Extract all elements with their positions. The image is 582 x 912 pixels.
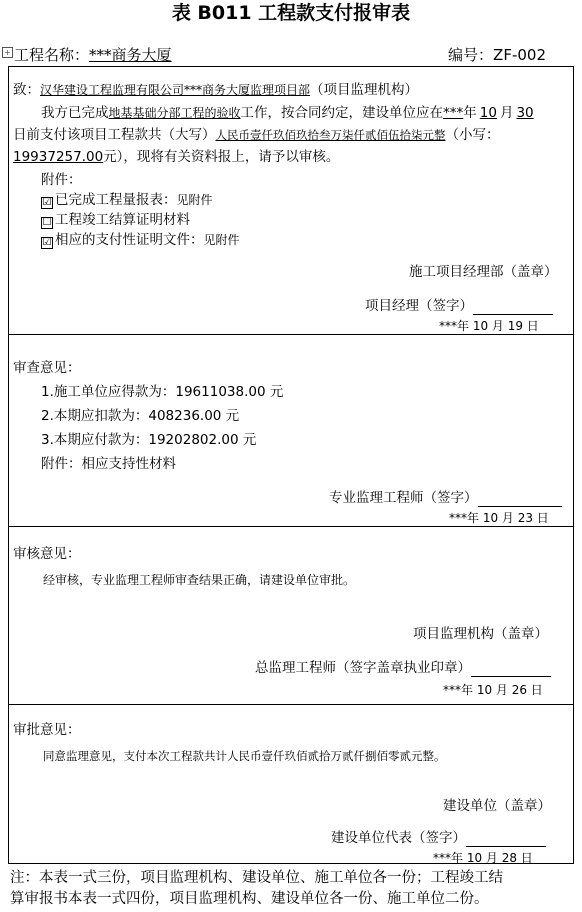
supervision-org-seal-label: 项目监理机构（盖章） <box>413 626 548 642</box>
review-date: ***年 10 月 23 日 <box>449 511 549 525</box>
approval-opinion: 同意监理意见，支付本次工程款共计人民币壹仟玖佰贰拾万贰仟捌佰零贰元整。 <box>43 749 446 763</box>
attachment-item <box>41 191 213 209</box>
work-item: 地基基础分部工程的验收 <box>108 106 241 120</box>
pay-day: 30 <box>516 105 534 121</box>
table-move-handle-icon[interactable]: + <box>2 47 13 58</box>
para-text: （小写： <box>445 127 500 143</box>
para-text: 工作，按合同约定，建设单位应在 <box>240 105 444 121</box>
attachment-item <box>41 231 240 249</box>
attachment-label: 工程竣工结算证明材料 <box>55 212 190 228</box>
pay-year: *** <box>443 105 464 121</box>
to-label: 致： <box>13 82 40 98</box>
attachment-item <box>41 211 190 229</box>
approval-heading: 审批意见： <box>13 722 81 738</box>
signer-label: 项目经理（签字） <box>365 298 473 314</box>
form-header <box>14 44 574 64</box>
chief-engineer-signature <box>255 659 551 677</box>
owner-rep-signature <box>331 829 546 847</box>
engineer-signature <box>329 489 562 507</box>
to-suffix: （项目监理机构） <box>310 82 419 98</box>
review-attachment: 附件：相应支持性材料 <box>41 456 176 472</box>
signer-label: 建设单位代表（签字） <box>331 830 466 846</box>
approval-section <box>9 705 573 865</box>
number-value: ZF-002 <box>493 46 546 64</box>
audit-opinion: 经审核，专业监理工程师审查结果正确，请建设单位审批。 <box>43 573 356 587</box>
attachment-note: 见附件 <box>176 193 213 207</box>
amount-in-figures: 19937257.00 <box>13 149 104 165</box>
amount-in-words: 人民币壹仟玖佰玖拾叁万柒仟贰佰伍拾柒元整 <box>215 128 446 142</box>
form-title: 表 B011 工程款支付报审表 <box>171 2 411 24</box>
checkbox[interactable]: ☑ <box>42 197 52 208</box>
signer-label: 总监理工程师（签字盖章执业印章） <box>255 660 471 676</box>
attachments-label: 附件： <box>41 172 82 188</box>
signature-line[interactable] <box>471 662 551 677</box>
application-section <box>9 67 573 335</box>
project-manager-signature <box>365 297 553 315</box>
application-para-line2 <box>13 126 500 144</box>
form-number-row <box>448 44 546 65</box>
owner-seal-label: 建设单位（盖章） <box>443 798 551 814</box>
review-item: 1.施工单位应得款为：19611038.00 元 <box>41 384 284 400</box>
to-value: 汉华建设工程监理有限公司***商务大厦监理项目部 <box>40 83 311 97</box>
attachment-label: 相应的支付性证明文件： <box>55 232 204 248</box>
project-label: 工程名称： <box>14 46 90 64</box>
review-item: 3.本期应付款为：19202802.00 元 <box>41 432 257 448</box>
number-label: 编号： <box>448 46 494 64</box>
para-text: 月 <box>499 105 514 121</box>
project-name: ***商务大厦 <box>89 46 172 64</box>
form-note <box>10 868 576 910</box>
review-item: 2.本期应扣款为：408236.00 元 <box>41 408 240 424</box>
contractor-dept-seal-label: 施工项目经理部（盖章） <box>409 264 558 280</box>
signer-label: 专业监理工程师（签字） <box>329 490 478 506</box>
signature-line[interactable] <box>473 300 553 315</box>
review-heading: 审查意见： <box>13 360 81 376</box>
project-name-row <box>14 44 172 65</box>
note-line: 注：本表一式三份，项目监理机构、建设单位、施工单位各一份；工程竣工结 <box>10 870 503 886</box>
attachment-label: 已完成工程量报表： <box>55 192 177 208</box>
note-line: 算审报书本表一式四份，项目监理机构、建设单位各一份、施工单位二份。 <box>10 891 489 907</box>
application-para-line3 <box>13 148 339 166</box>
approval-date: ***年 10 月 28 日 <box>433 851 533 865</box>
signature-line[interactable] <box>478 492 562 507</box>
checkbox[interactable]: ☑ <box>42 237 52 248</box>
addressee-line <box>13 81 418 99</box>
checkbox[interactable]: ☐ <box>42 217 52 228</box>
signature-line[interactable] <box>466 832 546 847</box>
pay-month: 10 <box>479 105 497 121</box>
attachment-note: 见附件 <box>203 233 240 247</box>
para-text: 我方已完成 <box>41 105 109 121</box>
audit-section <box>9 527 573 705</box>
review-section <box>9 335 573 527</box>
audit-heading: 审核意见： <box>13 546 81 562</box>
application-date: ***年 10 月 19 日 <box>439 319 539 333</box>
approval-table <box>8 66 574 864</box>
application-para-line1 <box>41 104 534 122</box>
audit-date: ***年 10 月 26 日 <box>443 683 543 697</box>
para-text: 元），现将有关资料报上，请予以审核。 <box>103 149 340 165</box>
para-text: 日前支付该项目工程款共（大写） <box>13 127 216 143</box>
para-text: 年 <box>463 105 477 121</box>
